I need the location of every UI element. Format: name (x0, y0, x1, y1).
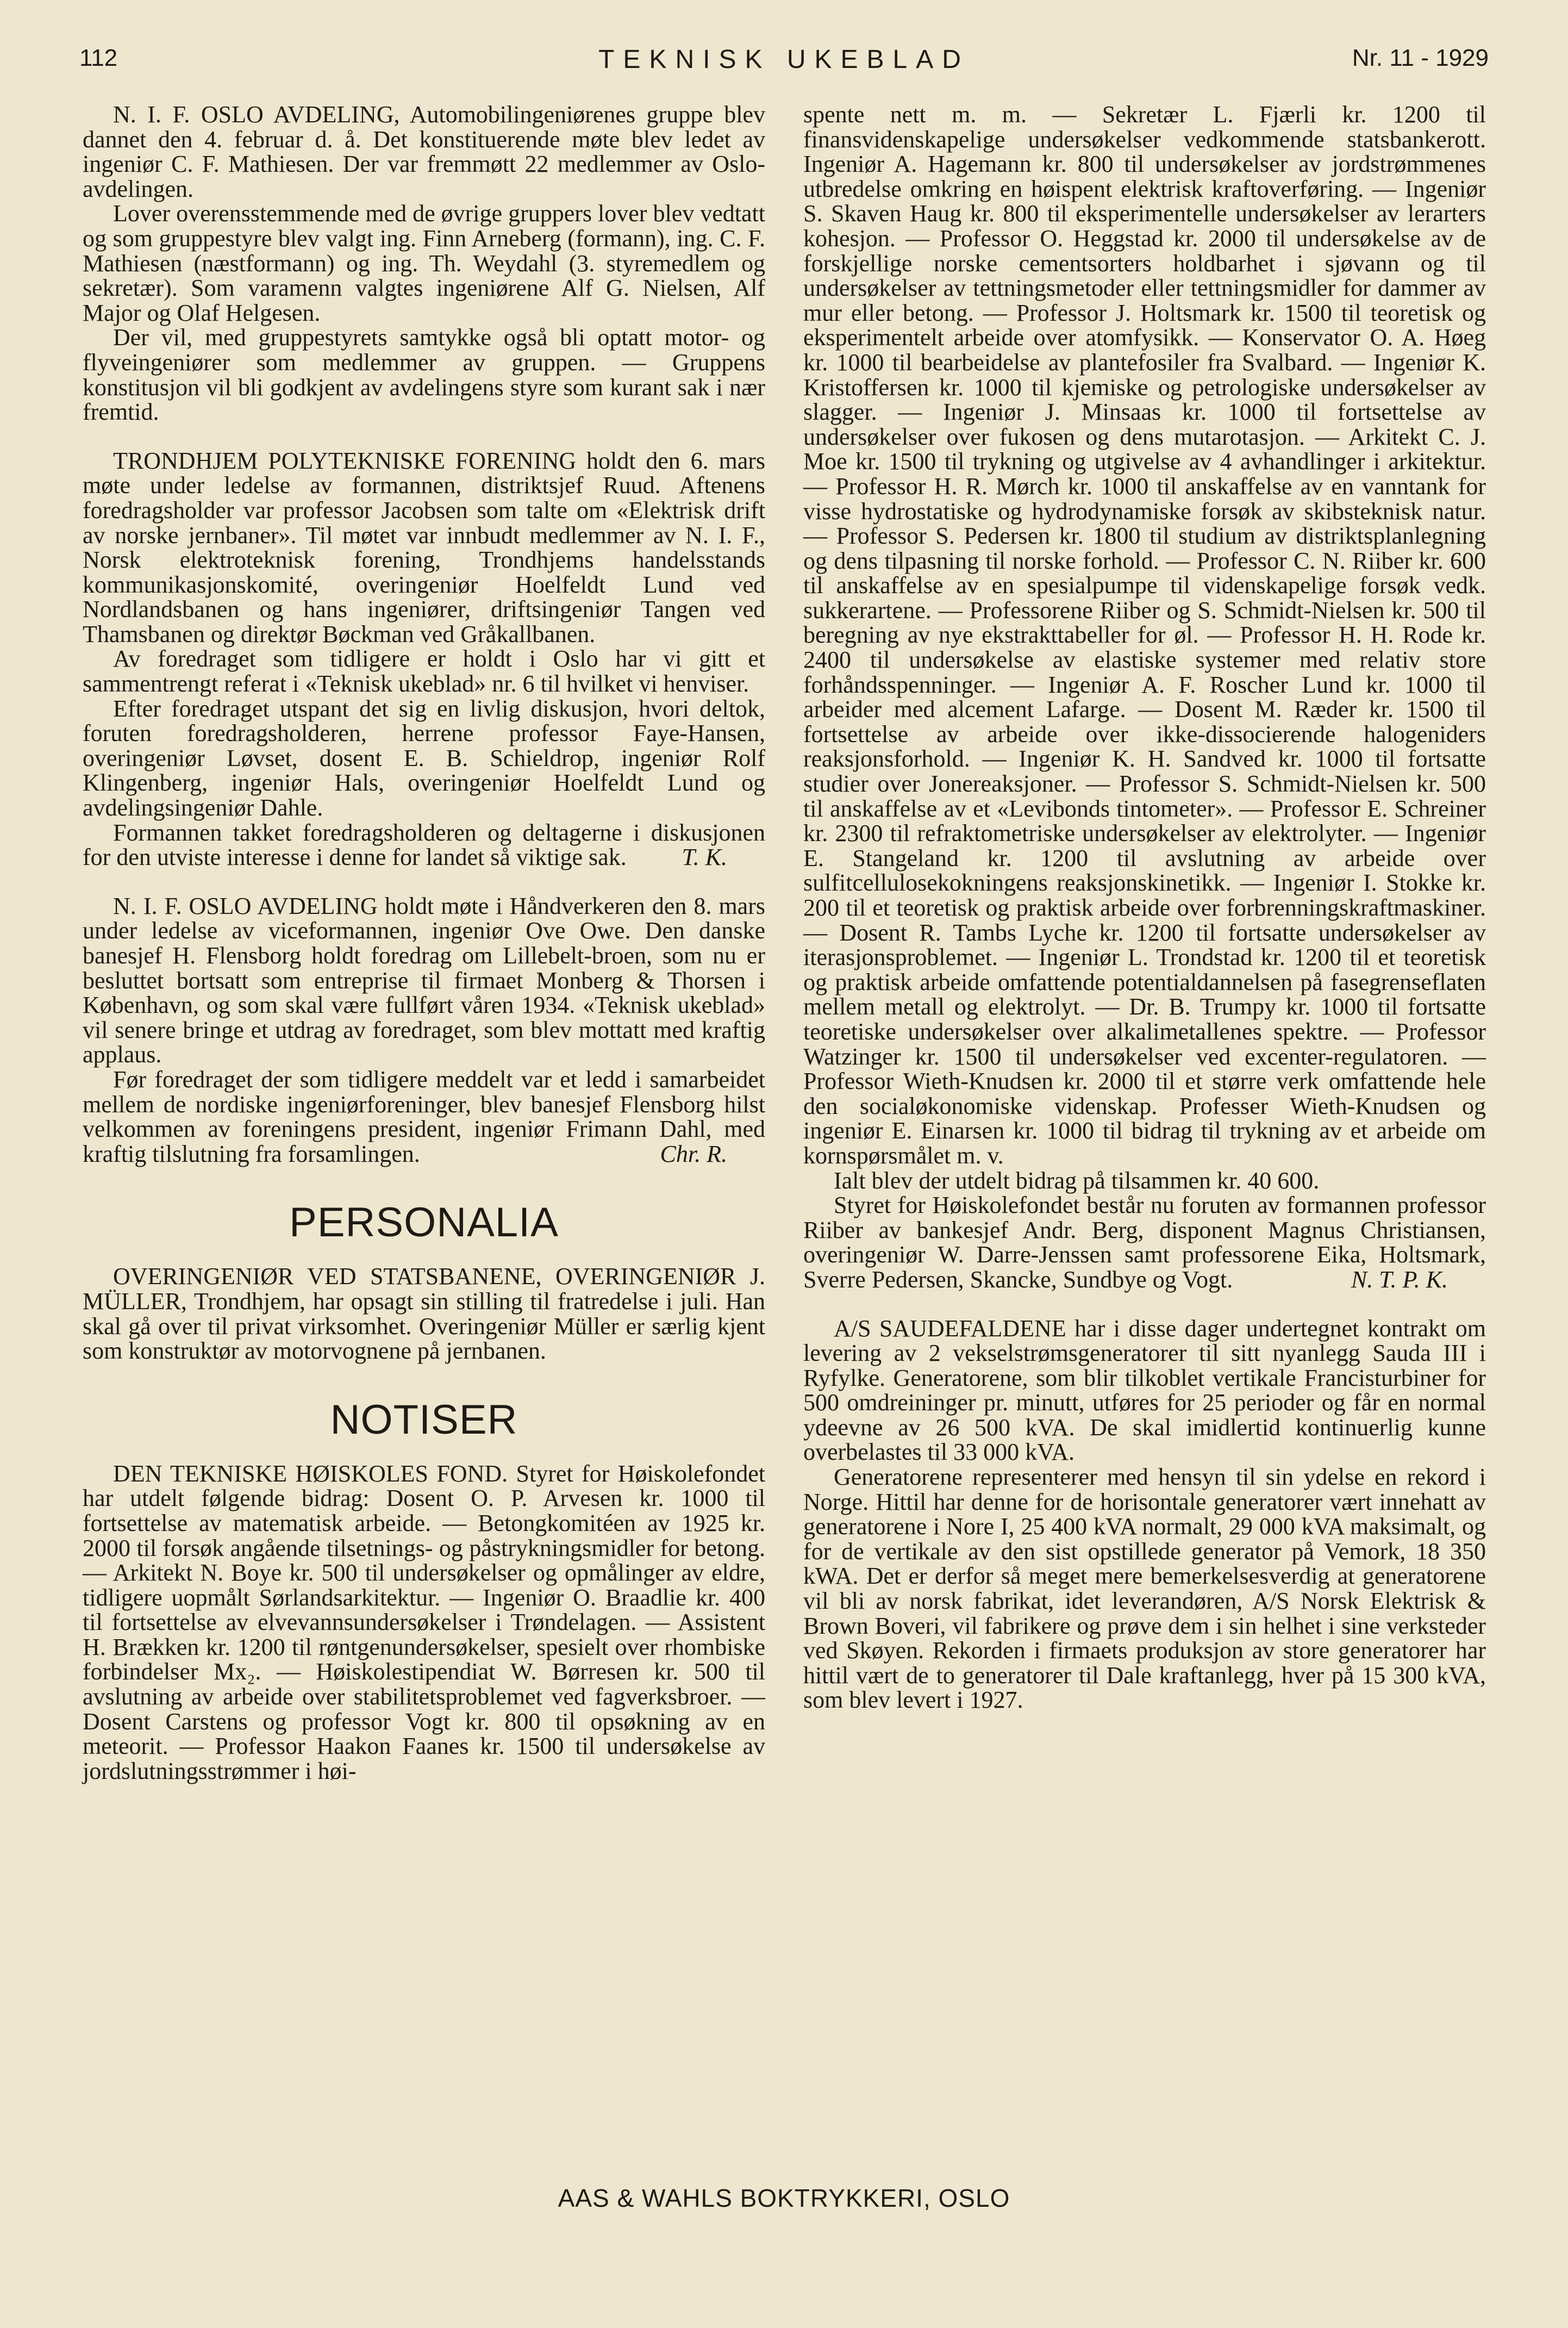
issue-number: Nr. 11 - 1929 (1352, 45, 1489, 71)
paragraph-text: Formannen takket foredragsholderen og deltagerne i diskusjonen for den utviste interesse i denne for landet så viktige sak. (83, 819, 765, 871)
paragraph (83, 1067, 765, 1166)
paragraph (83, 820, 765, 870)
paragraph (803, 1193, 1486, 1292)
article-nif-automobil: N. I. F. OSLO AVDELING, Automobilingeniørenes gruppe blev dannet den 4. februar d. å. Det konstituerende møte blev ledet av ingeniør C. F. Mathiesen. Der var fremmøtt 22 medlemmer av Oslo-avdelingen. (83, 101, 765, 202)
paragraph-continued: spente nett m. m. — Sekretær L. Fjærli kr. 1200 til finansvidenskapelige undersøkelser vedkommende statsbankerott. Ingeniør A. Hagemann kr. 800 til undersøkelser av jordstrømmenes utbredelse omkring en høispent elektrisk kraftoverføring. — Ingeniør S. Skaven Haug kr. 800 til eksperimentelle undersøkelser av lerarters kohesjon. — Professor O. Heggstad kr. 2000 til undersøkelse av de forskjellige norske cementsorters holdbarhet i sjøvann og til undersøkelser av tettningsmetoder eller tettningsmidler for dammer av mur eller betong. — Professor J. Holtsmark kr. 1500 til teoretisk og eksperimentelt arbeide over atomfysikk. — Konservator O. A. Høeg kr. 1000 til bearbeidelse av plantefosiler fra Svalbard. — Ingeniør K. Kristoffersen kr. 1000 til kjemiske og petrologiske undersøkelser av slagger. — Ingeniør J. Minsaas kr. 1000 til fortsettelse av undersøkelser over fukosen og dens mutarotasjon. — Arkitekt C. J. Moe kr. 1500 til trykning og utgivelse av 4 avhandlinger i arkitektur. — Professor H. R. Mørch kr. 1000 til anskaffelse av en vanntank for visse hydrostatiske og hydrodynamiske forsøk av skibsteknisk natur. — Professor S. Pedersen kr. 1800 til studium av distriktsplanlegning og dens tilpasning til norske forhold. — Professor C. N. Riiber kr. 600 til anskaffelse av en spesialpumpe til videnskapelige forsøk vedk. sukkerartene. — Professorene Riiber og S. Schmidt-Nielsen kr. 500 til beregning av nye ekstrakttabeller for øl. — Professor H. H. Rode kr. 2400 til undersøkelse av elastiske systemer med relativ store forhåndsspenninger. — Ingeniør A. F. Roscher Lund kr. 1000 til arbeider med alcement Lafarge. — Dosent M. Ræder kr. 1500 til fortsettelse av arbeide over ikke-dissocierende halogeniders reaksjonsforhold. — Ingeniør K. H. Sandved kr. 1000 til fortsatte studier over Jonereaksjoner. — Professor S. Schmidt-Nielsen kr. 500 til anskaffelse av et «Levibonds tintometer». — Professor E. Schreiner kr. 2300 til refraktometriske undersøkelser av elektrolyter. — Ingeniør E. Stangeland kr. 1200 til avslutning av arbeide over sulfitcellulosekokningens reaksjonskinetikk. — Ingeniør I. Stokke kr. 200 til et teoretisk og praktisk arbeide over forbrenningskraftmaskiner. — Dosent R. Tambs Lyche kr. 1200 til fortsatte undersøkelser av iterasjonsproblemet. — Ingeniør L. Trondstad kr. 1200 til et teoretisk og praktisk arbeide omfattende potentialdannelsen på fasegrenseflaten mellem metall og elektrolyt. — Dr. B. Trumpy kr. 1000 til fortsatte teoretiske undersøkelser over alkalimetallenes spektre. — Professor Watzinger kr. 1500 til undersøkelser ved excenter-regulatoren. — Professor Wieth-Knudsen kr. 2000 til et større verk omfattende hele den socialøkonomiske videnskap. Professer Wieth-Knudsen og ingeniør E. Einarsen kr. 1000 til bidrag til trykning av et arbeide om kornspørsmålet m. v. (803, 101, 1486, 1169)
paragraph: Av foredraget som tidligere er holdt i Oslo har vi gitt et sammentrengt referat i «Teknisk ukeblad» nr. 6 til hvilket vi henviser. (83, 645, 765, 698)
paragraph: Der vil, med gruppestyrets samtykke også bli optatt motor- og flyveingeniører som medlemmer av gruppen. — Gruppens konstitusjon vil bli godkjent av avdelingens styre som kurant sak i nær fremtid. (83, 324, 765, 426)
paragraph: Efter foredraget utspant det sig en livlig diskusjon, hvori deltok, foruten foredragsholderen, herrene professor Faye-Hansen, overingeniør Løvset, dosent E. B. Schieldrop, ingeniør Rolf Klingenberg, ingeniør Hals, overingeniør Hoelfeldt Lund og avdelingsingeniør Dahle. (83, 695, 765, 821)
signature: T. K. (682, 844, 727, 871)
left-column (83, 102, 765, 1783)
journal-title: TEKNISK UKEBLAD (598, 45, 970, 74)
article-personalia: OVERINGENIØR VED STATSBANENE, OVERINGENIØR J. MÜLLER, Trondhjem, har opsagt sin stilling til fratredelse i juli. Han skal gå over til privat virksomhet. Overingeniør Müller er særlig kjent som konstruktør av motorvognene på jernbanen. (83, 1263, 765, 1365)
right-column (803, 102, 1486, 1713)
article-saudefaldene: A/S SAUDEFALDENE har i disse dager undertegnet kontrakt om levering av 2 vekselstrømsgeneratorer til sitt nyanlegg Sauda III i Ryfylke. Generatorene, som blir tilkoblet vertikale Francisturbiner for 500 omdreininger pr. minutt, utføres for 25 perioder og får en normal ydeevne av 26 500 kVA. De skal imidlertid kontinuerlig kunne overbelastes til 33 000 kVA. (803, 1315, 1486, 1466)
paragraph-text: Før foredraget der som tidligere meddelt var et ledd i samarbeidet mellem de nordiske ingeniørforeninger, blev banesjef Flensborg hilst velkommen av foreningens president, ingeniør Frimann Dahl, med kraftig tilslutning fra forsamlingen. (83, 1066, 765, 1167)
article-nif-oslo-mote: N. I. F. OSLO AVDELING holdt møte i Håndverkeren den 8. mars under ledelse av viceformannen, ingeniør Ove Owe. Den danske banesjef H. Flensborg holdt foredrag om Lillebelt-broen, som nu er besluttet bortsatt som entreprise til firmaet Monberg & Thorsen i København, og som skal være fullført våren 1934. «Teknisk ukeblad» vil senere bringe et utdrag av foredraget, som blev mottatt med kraftig applaus. (83, 892, 765, 1068)
signature: Chr. R. (660, 1140, 727, 1167)
paragraph: Generatorene representerer med hensyn til sin ydelse en rekord i Norge. Hittil har denne for de horisontale generatorer vært innehatt av generatorene i Nore I, 25 400 kVA normalt, 29 000 kVA maksimalt, og for de vertikale av den sist opstillede generator på Vemork, 18 350 kWA. Det er derfor så meget mere bemerkelsesverdig at generatorene vil bli av norsk fabrikat, idet leverandøren, A/S Norsk Elektrisk & Brown Boveri, vil fabrikere og prøve dem i sin helhet i sine verksteder ved Skøyen. Rekorden i firmaets produksjon av store generatorer har hittil vært de to generatorer til Dale kraftanlegg, hver på 15 300 kVA, som blev levert i 1927. (803, 1464, 1486, 1714)
page-header (79, 45, 1489, 83)
section-heading-notiser: NOTISER (330, 1396, 518, 1443)
section-heading-personalia: PERSONALIA (289, 1199, 559, 1246)
paragraph: Lover overensstemmende med de øvrige gruppers lover blev vedtatt og som gruppestyre blev valgt ing. Finn Arneberg (formann), ing. C. F. Mathiesen (næstformann) og ing. Th. Weydahl (3. styremedlem og sekretær). Som varamenn valgtes ingeniørene Alf G. Nielsen, Alf Major og Olaf Helgesen. (83, 200, 765, 326)
signature: N. T. P. K. (1351, 1266, 1448, 1293)
article-trondhjem-polytekniske: TRONDHJEM POLYTEKNISKE FORENING holdt den 6. mars møte under ledelse av formannen, distriktsjef Ruud. Aftenens foredragsholder var professor Jacobsen som talte om «Elektrisk drift av norske jernbaner». Til møtet var innbudt medlemmer av N. I. F., Norsk elektroteknisk forening, Trondhjems handelsstands kommunikasjonskomité, overingeniør Hoelfeldt Lund ved Nordlandsbanen og hans ingeniører, driftsingeniør Tangen ved Thamsbanen og direktør Bøckman ved Gråkallbanen. (83, 447, 765, 648)
page-number: 112 (79, 45, 118, 71)
printer-footer: AAS & WAHLS BOKTRYKKERI, OSLO (558, 2184, 1010, 2212)
article-hoiskolefond: DEN TEKNISKE HØISKOLES FOND. Styret for Høiskolefondet har utdelt følgende bidrag: Dosent O. P. Arvesen kr. 1000 til fortsettelse av matematisk arbeide. — Betongkomitéen av 1925 kr. 2000 til forsøk angående tilsetnings- og påstrykningsmidler for betong. — Arkitekt N. Boye kr. 500 til undersøkelser og opmålinger av eldre, tidligere uopmålt Sørlandsarkitektur. — Ingeniør O. Braadlie kr. 400 til fortsettelse av elvevannsundersøkelser i Trøndelagen. — Assistent H. Brækken kr. 1200 til røntgenundersøkelser, spesielt over rhombiske forbindelser Mx₂. — Høiskolestipendiat W. Børresen kr. 500 til avslutning av arbeide over stabilitetsproblemet ved fagverksbroer. — Dosent Carstens og professor Vogt kr. 800 til opsøkning av en meteorit. — Professor Haakon Faanes kr. 1500 til undersøkelse av jordslutningsstrømmer i høi- (83, 1460, 765, 1784)
paragraph: Ialt blev der utdelt bidrag på tilsammen kr. 40 600. (834, 1167, 1320, 1194)
paragraph-text: Styret for Høiskolefondet består nu foruten av formannen professor Riiber av bankesjef Andr. Berg, disponent Magnus Christiansen, overingeniør W. Darre-Jenssen samt professorene Eika, Holtsmark, Sverre Pedersen, Skancke, Sundbye og Vogt. (803, 1192, 1486, 1293)
